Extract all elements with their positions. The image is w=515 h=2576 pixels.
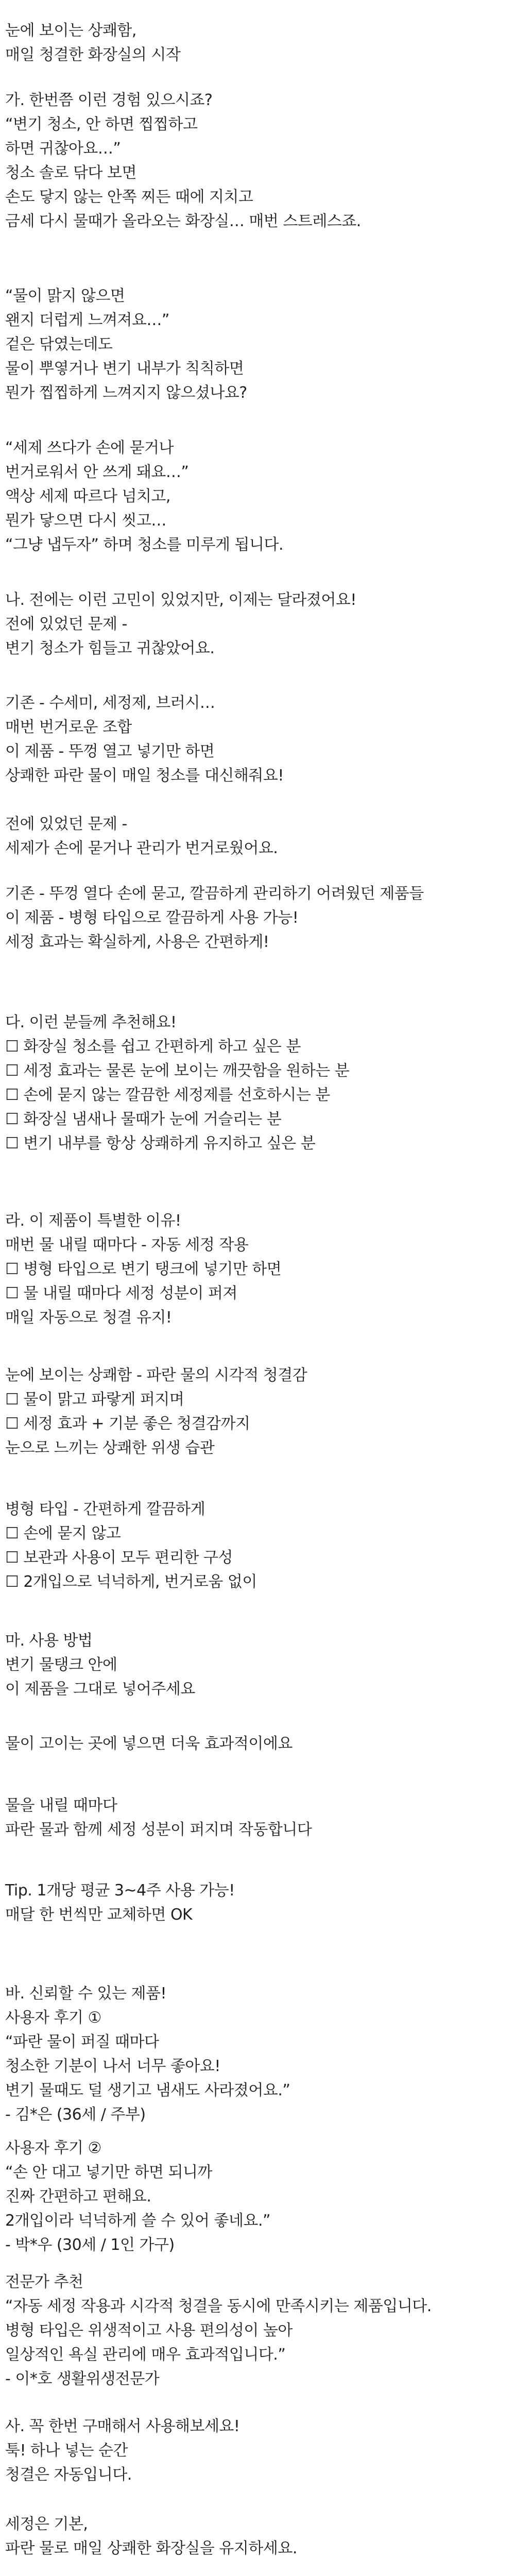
- text-line: 눈으로 느끼는 상쾌한 위생 습관: [5, 1439, 215, 1457]
- text-line: “손 안 대고 넣기만 하면 되니까: [5, 2163, 212, 2181]
- text-line: 물이 뿌옇거나 변기 내부가 칙칙하면: [5, 360, 244, 378]
- text-line: - 이*호 생활위생전문가: [5, 2370, 160, 2388]
- text-line: 물을 내릴 때마다: [5, 1797, 117, 1815]
- text-line: 매번 물 내릴 때마다 - 자동 세정 작용: [5, 1236, 249, 1254]
- text-line: Tip. 1개당 평균 3~4주 사용 가능!: [5, 1882, 235, 1900]
- text-line: 매달 한 번씩만 교체하면 OK: [5, 1906, 193, 1924]
- text-line: ☐ 병형 타입으로 변기 탱크에 넣기만 하면: [5, 1260, 282, 1278]
- text-line: 청소 솔로 닦다 보면: [5, 164, 136, 182]
- text-line: 변기 청소가 힘들고 귀찮았어요.: [5, 639, 215, 657]
- text-line: 가. 한번쯤 이런 경험 있으시죠?: [5, 91, 213, 109]
- text-line: 금세 다시 물때가 올라오는 화장실… 매번 스트레스죠.: [5, 212, 361, 230]
- text-line: ☐ 세정 효과는 물론 눈에 보이는 깨끗함을 원하는 분: [5, 1062, 350, 1080]
- text-line: “자동 세정 작용과 시각적 청결을 동시에 만족시키는 제품입니다.: [5, 2297, 432, 2315]
- text-line: 나. 전에는 이런 고민이 있었지만, 이제는 달라졌어요!: [5, 591, 356, 609]
- text-line: 하면 귀찮아요…”: [5, 140, 121, 158]
- text-line: 파란 물과 함께 세정 성분이 퍼지며 작동합니다: [5, 1821, 312, 1839]
- text-line: 사. 꼭 한번 구매해서 사용해보세요!: [5, 2417, 240, 2435]
- text-line: 바. 신뢰할 수 있는 제품!: [5, 1985, 167, 2003]
- text-line: - 박*우 (30세 / 1인 가구): [5, 2236, 175, 2254]
- text-line: 세정은 기본,: [5, 2515, 88, 2533]
- text-line: ☐ 2개입으로 넉넉하게, 번거로움 없이: [5, 1573, 257, 1591]
- text-line: ☐ 물이 맑고 파랗게 퍼지며: [5, 1391, 184, 1409]
- text-line: 매일 자동으로 청결 유지!: [5, 1309, 172, 1327]
- text-line: “파란 물이 퍼질 때마다: [5, 2033, 159, 2051]
- text-line: 2개입이라 넉넉하게 쓸 수 있어 좋네요.”: [5, 2212, 271, 2230]
- text-line: 진짜 간편하고 편해요.: [5, 2188, 151, 2206]
- text-line: 병형 타입 - 간편하게 깔끔하게: [5, 1500, 205, 1518]
- text-line: 변기 물때도 덜 생기고 냄새도 사라졌어요.”: [5, 2081, 290, 2099]
- text-line: 상쾌한 파란 물이 매일 청소를 대신해줘요!: [5, 767, 284, 785]
- text-line: 기존 - 수세미, 세정제, 브러시…: [5, 694, 215, 712]
- text-line: ☐ 보관과 사용이 모두 편리한 구성: [5, 1549, 233, 1567]
- text-line: 청결은 자동입니다.: [5, 2466, 132, 2484]
- text-line: 눈에 보이는 상쾌함 - 파란 물의 시각적 청결감: [5, 1366, 307, 1384]
- text-line: 왠지 더럽게 느껴져요…”: [5, 311, 169, 329]
- text-line: 이 제품 - 뚜껑 열고 넣기만 하면: [5, 742, 215, 760]
- text-line: 기존 - 뚜껑 열다 손에 묻고, 깔끔하게 관리하기 어려웠던 제품들: [5, 885, 424, 903]
- text-line: 매번 번거로운 조합: [5, 718, 132, 736]
- text-line: - 김*은 (36세 / 주부): [5, 2106, 146, 2124]
- text-line: 번거로워서 안 쓰게 돼요…”: [5, 463, 189, 481]
- text-line: 이 제품을 그대로 넣어주세요: [5, 1680, 195, 1698]
- text-line: 겉은 닦였는데도: [5, 335, 113, 353]
- text-line: “변기 청소, 안 하면 찝찝하고: [5, 115, 198, 133]
- text-line: 청소한 기분이 나서 너무 좋아요!: [5, 2057, 220, 2075]
- text-line: 세제가 손에 묻거나 관리가 번거로웠어요.: [5, 839, 278, 857]
- text-line: 변기 물탱크 안에: [5, 1656, 117, 1674]
- text-line: 마. 사용 방법: [5, 1632, 93, 1650]
- text-line: ☐ 손에 묻지 않고: [5, 1524, 121, 1543]
- text-line: ☐ 화장실 청소를 쉽고 간편하게 하고 싶은 분: [5, 1038, 301, 1056]
- text-line: ☐ 손에 묻지 않는 깔끔한 세정제를 선호하시는 분: [5, 1086, 330, 1104]
- text-line: 물이 고이는 곳에 넣으면 더욱 효과적이에요: [5, 1735, 293, 1753]
- text-line: ☐ 변기 내부를 항상 상쾌하게 유지하고 싶은 분: [5, 1134, 316, 1153]
- text-line: ☐ 물 내릴 때마다 세정 성분이 퍼져: [5, 1284, 237, 1302]
- text-line: 눈에 보이는 상쾌함,: [5, 22, 136, 40]
- text-line: 일상적인 욕실 관리에 매우 효과적입니다.”: [5, 2346, 286, 2364]
- text-line: 액상 세제 따르다 넘치고,: [5, 487, 170, 505]
- text-line: “세제 쓰다가 손에 묻거나: [5, 439, 174, 457]
- text-line: ☐ 화장실 냄새나 물때가 눈에 거슬리는 분: [5, 1110, 282, 1128]
- text-line: “물이 맑지 않으면: [5, 287, 125, 305]
- text-line: 다. 이런 분들께 추천해요!: [5, 1013, 177, 1031]
- text-line: 뭔가 닿으면 다시 씻고…: [5, 512, 166, 530]
- text-line: 사용자 후기 ①: [5, 2009, 101, 2027]
- text-line: 툭! 하나 넣는 순간: [5, 2442, 128, 2460]
- text-line: 전에 있었던 문제 -: [5, 615, 127, 633]
- text-line: 파란 물로 매일 상쾌한 화장실을 유지하세요.: [5, 2539, 297, 2557]
- text-line: “그냥 냅두자” 하며 청소를 미루게 됩니다.: [5, 536, 283, 554]
- text-line: 손도 닿지 않는 안쪽 찌든 때에 지치고: [5, 188, 253, 206]
- text-line: 매일 청결한 화장실의 시작: [5, 46, 181, 64]
- text-line: 이 제품 - 병형 타입으로 깔끔하게 사용 가능!: [5, 909, 299, 927]
- text-line: 사용자 후기 ②: [5, 2139, 101, 2157]
- text-line: 병형 타입은 위생적이고 사용 편의성이 높아: [5, 2321, 293, 2340]
- text-line: 라. 이 제품이 특별한 이유!: [5, 1212, 181, 1230]
- text-line: 세정 효과는 확실하게, 사용은 간편하게!: [5, 933, 269, 951]
- text-line: 전문가 추천: [5, 2273, 83, 2291]
- text-line: 뭔가 찝찝하게 느껴지지 않으셨나요?: [5, 384, 247, 402]
- text-line: 전에 있었던 문제 -: [5, 815, 127, 833]
- text-line: ☐ 세정 효과 + 기분 좋은 청결감까지: [5, 1415, 250, 1433]
